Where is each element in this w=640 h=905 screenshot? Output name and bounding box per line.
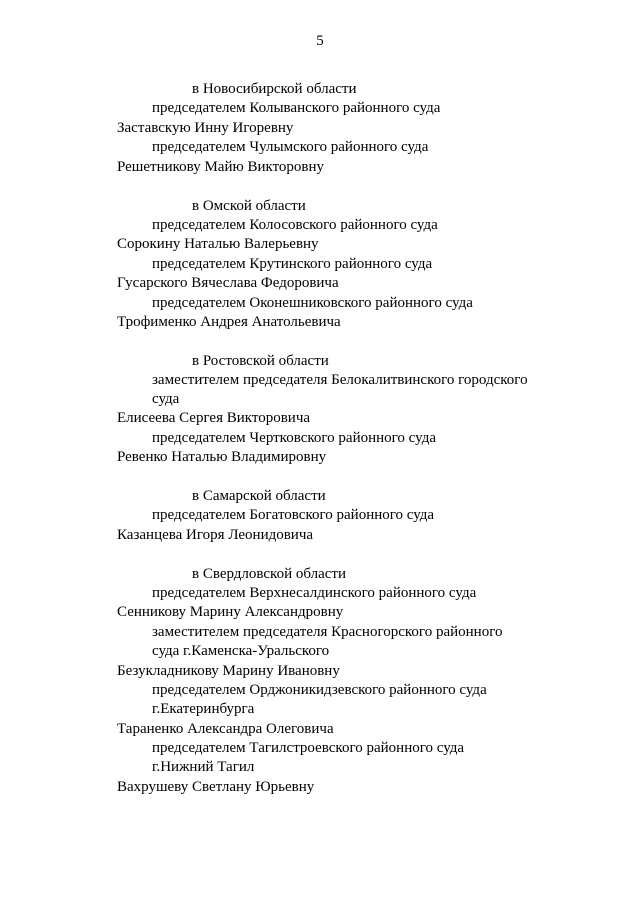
person-name: Казанцева Игоря Леонидовича [117, 527, 314, 543]
position-line: председателем Тагилстроевского районного суда [152, 740, 465, 756]
position-line: г.Нижний Тагил [152, 759, 255, 775]
person-name: Вахрушеву Светлану Юрьевну [117, 779, 315, 795]
person-name: Сорокину Наталью Валерьевну [117, 236, 319, 252]
person-name: Трофименко Андрея Анатольевича [117, 314, 341, 330]
position-line: заместителем председателя Красногорского районного [152, 624, 503, 640]
person-name: Сенникову Марину Александровну [117, 604, 344, 620]
page-number: 5 [316, 33, 324, 49]
person-name: Заставскую Инну Игоревну [117, 120, 294, 136]
person-name: Безукладникову Марину Ивановну [117, 663, 340, 679]
position-line: председателем Колосовского районного суда [152, 217, 438, 233]
region-heading: в Ростовской области [192, 353, 329, 369]
position-line: заместителем председателя Белокалитвинского городского [152, 372, 528, 388]
person-name: Решетникову Майю Викторовну [117, 159, 325, 175]
region-heading: в Новосибирской области [192, 81, 357, 97]
position-line: председателем Богатовского районного суда [152, 507, 435, 523]
person-name: Тараненко Александра Олеговича [117, 721, 334, 737]
position-line: председателем Верхнесалдинского районного суда [152, 585, 477, 601]
position-line: г.Екатеринбурга [152, 701, 255, 717]
position-line: председателем Крутинского районного суда [152, 256, 433, 272]
position-line: председателем Чертковского районного суда [152, 430, 436, 446]
person-name: Гусарского Вячеслава Федоровича [117, 275, 339, 291]
position-line: председателем Оконешниковского районного суда [152, 295, 473, 311]
region-heading: в Свердловской области [192, 566, 347, 582]
position-line: председателем Чулымского районного суда [152, 139, 429, 155]
position-line: председателем Колыванского районного суда [152, 100, 441, 116]
person-name: Елисеева Сергея Викторовича [117, 410, 311, 426]
position-line: суда г.Каменска-Уральского [152, 643, 330, 659]
region-heading: в Самарской области [192, 488, 326, 504]
position-line: председателем Орджоникидзевского районного суда [152, 682, 487, 698]
person-name: Ревенко Наталью Владимировну [117, 449, 327, 465]
region-heading: в Омской области [192, 198, 306, 214]
position-line: суда [152, 391, 180, 407]
